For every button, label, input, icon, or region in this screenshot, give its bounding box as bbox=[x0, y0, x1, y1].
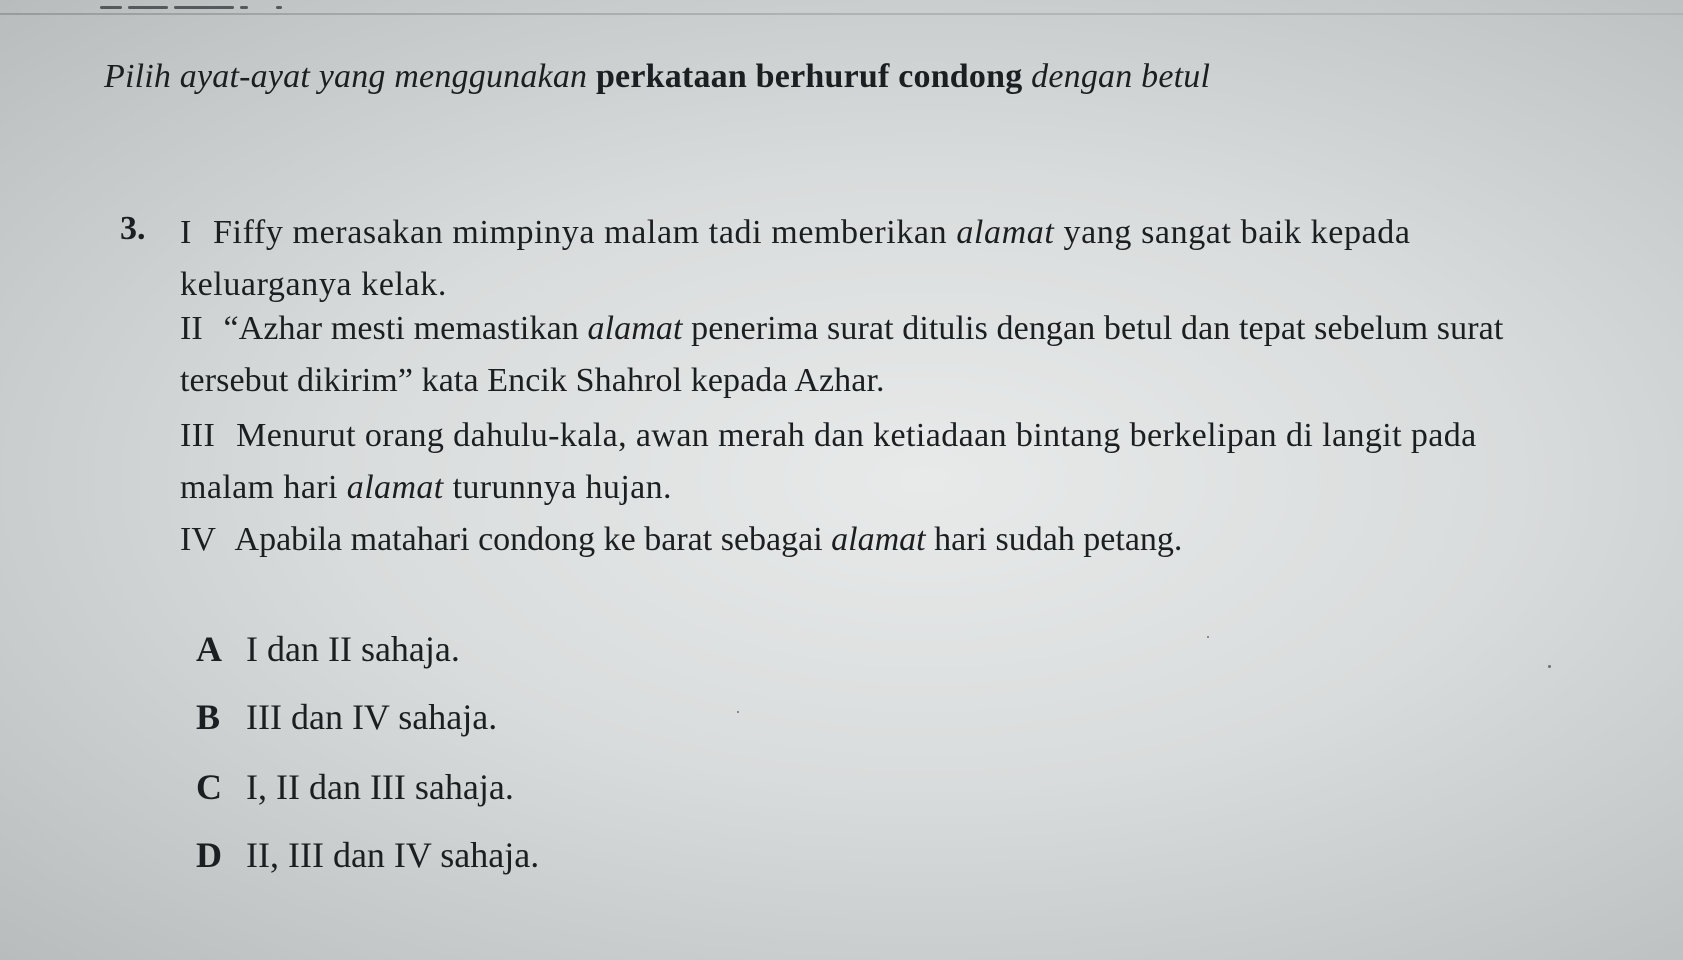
option-letter: D bbox=[196, 835, 222, 875]
statement-numeral: I bbox=[180, 214, 192, 251]
statement-keyword: alamat bbox=[956, 214, 1055, 251]
statement-i bbox=[180, 207, 1580, 311]
instruction-part-1: Pilih ayat-ayat yang menggunakan bbox=[104, 58, 588, 95]
paper-speck bbox=[737, 711, 739, 713]
instruction-part-3: dengan betul bbox=[1031, 58, 1211, 95]
statement-text: hari sudah petang. bbox=[934, 521, 1183, 558]
statement-numeral: IV bbox=[180, 521, 216, 558]
statement-ii bbox=[180, 303, 1580, 407]
option-b[interactable] bbox=[196, 696, 497, 738]
option-c[interactable] bbox=[196, 766, 514, 808]
statement-iv bbox=[180, 514, 1580, 566]
option-letter: B bbox=[196, 697, 221, 737]
question-number: 3. bbox=[120, 210, 146, 247]
instruction-part-2: perkataan berhuruf condong bbox=[595, 58, 1023, 95]
option-a[interactable] bbox=[196, 628, 460, 670]
option-letter: C bbox=[196, 767, 222, 807]
statement-text: turunnya hujan. bbox=[452, 469, 672, 506]
option-text: I dan II sahaja. bbox=[246, 629, 460, 669]
statement-keyword: alamat bbox=[346, 469, 444, 506]
option-text: II, III dan IV sahaja. bbox=[246, 835, 540, 875]
statement-text: Apabila matahari condong ke barat sebagai bbox=[234, 521, 823, 558]
statement-text: yang sangat baik kepada keluarganya kelak. bbox=[180, 214, 1411, 303]
paper-speck bbox=[1548, 665, 1551, 668]
statement-numeral: III bbox=[180, 417, 216, 454]
statement-numeral: II bbox=[180, 310, 203, 347]
statement-text: “Azhar mesti memastikan bbox=[223, 310, 579, 347]
instruction-text bbox=[104, 58, 1210, 96]
cut-off-text-fragment bbox=[100, 4, 290, 12]
paper-speck bbox=[1207, 636, 1209, 638]
divider-line bbox=[0, 13, 1683, 15]
statement-text: penerima surat ditulis dengan betul dan tepat sebelum surat tersebut dikirim” kata Encik Shahrol kepada Azhar. bbox=[180, 310, 1504, 399]
statement-text: Menurut orang dahulu-kala, awan merah dan ketiadaan bintang berkelipan di langit pada malam hari bbox=[180, 417, 1477, 506]
option-d[interactable] bbox=[196, 834, 539, 876]
statement-text: Fiffy merasakan mimpinya malam tadi memberikan bbox=[213, 214, 948, 251]
statement-keyword: alamat bbox=[831, 521, 926, 558]
option-letter: A bbox=[196, 629, 222, 669]
option-text: III dan IV sahaja. bbox=[246, 697, 498, 737]
option-text: I, II dan III sahaja. bbox=[246, 767, 514, 807]
statement-iii bbox=[180, 410, 1580, 514]
statement-keyword: alamat bbox=[587, 310, 683, 347]
